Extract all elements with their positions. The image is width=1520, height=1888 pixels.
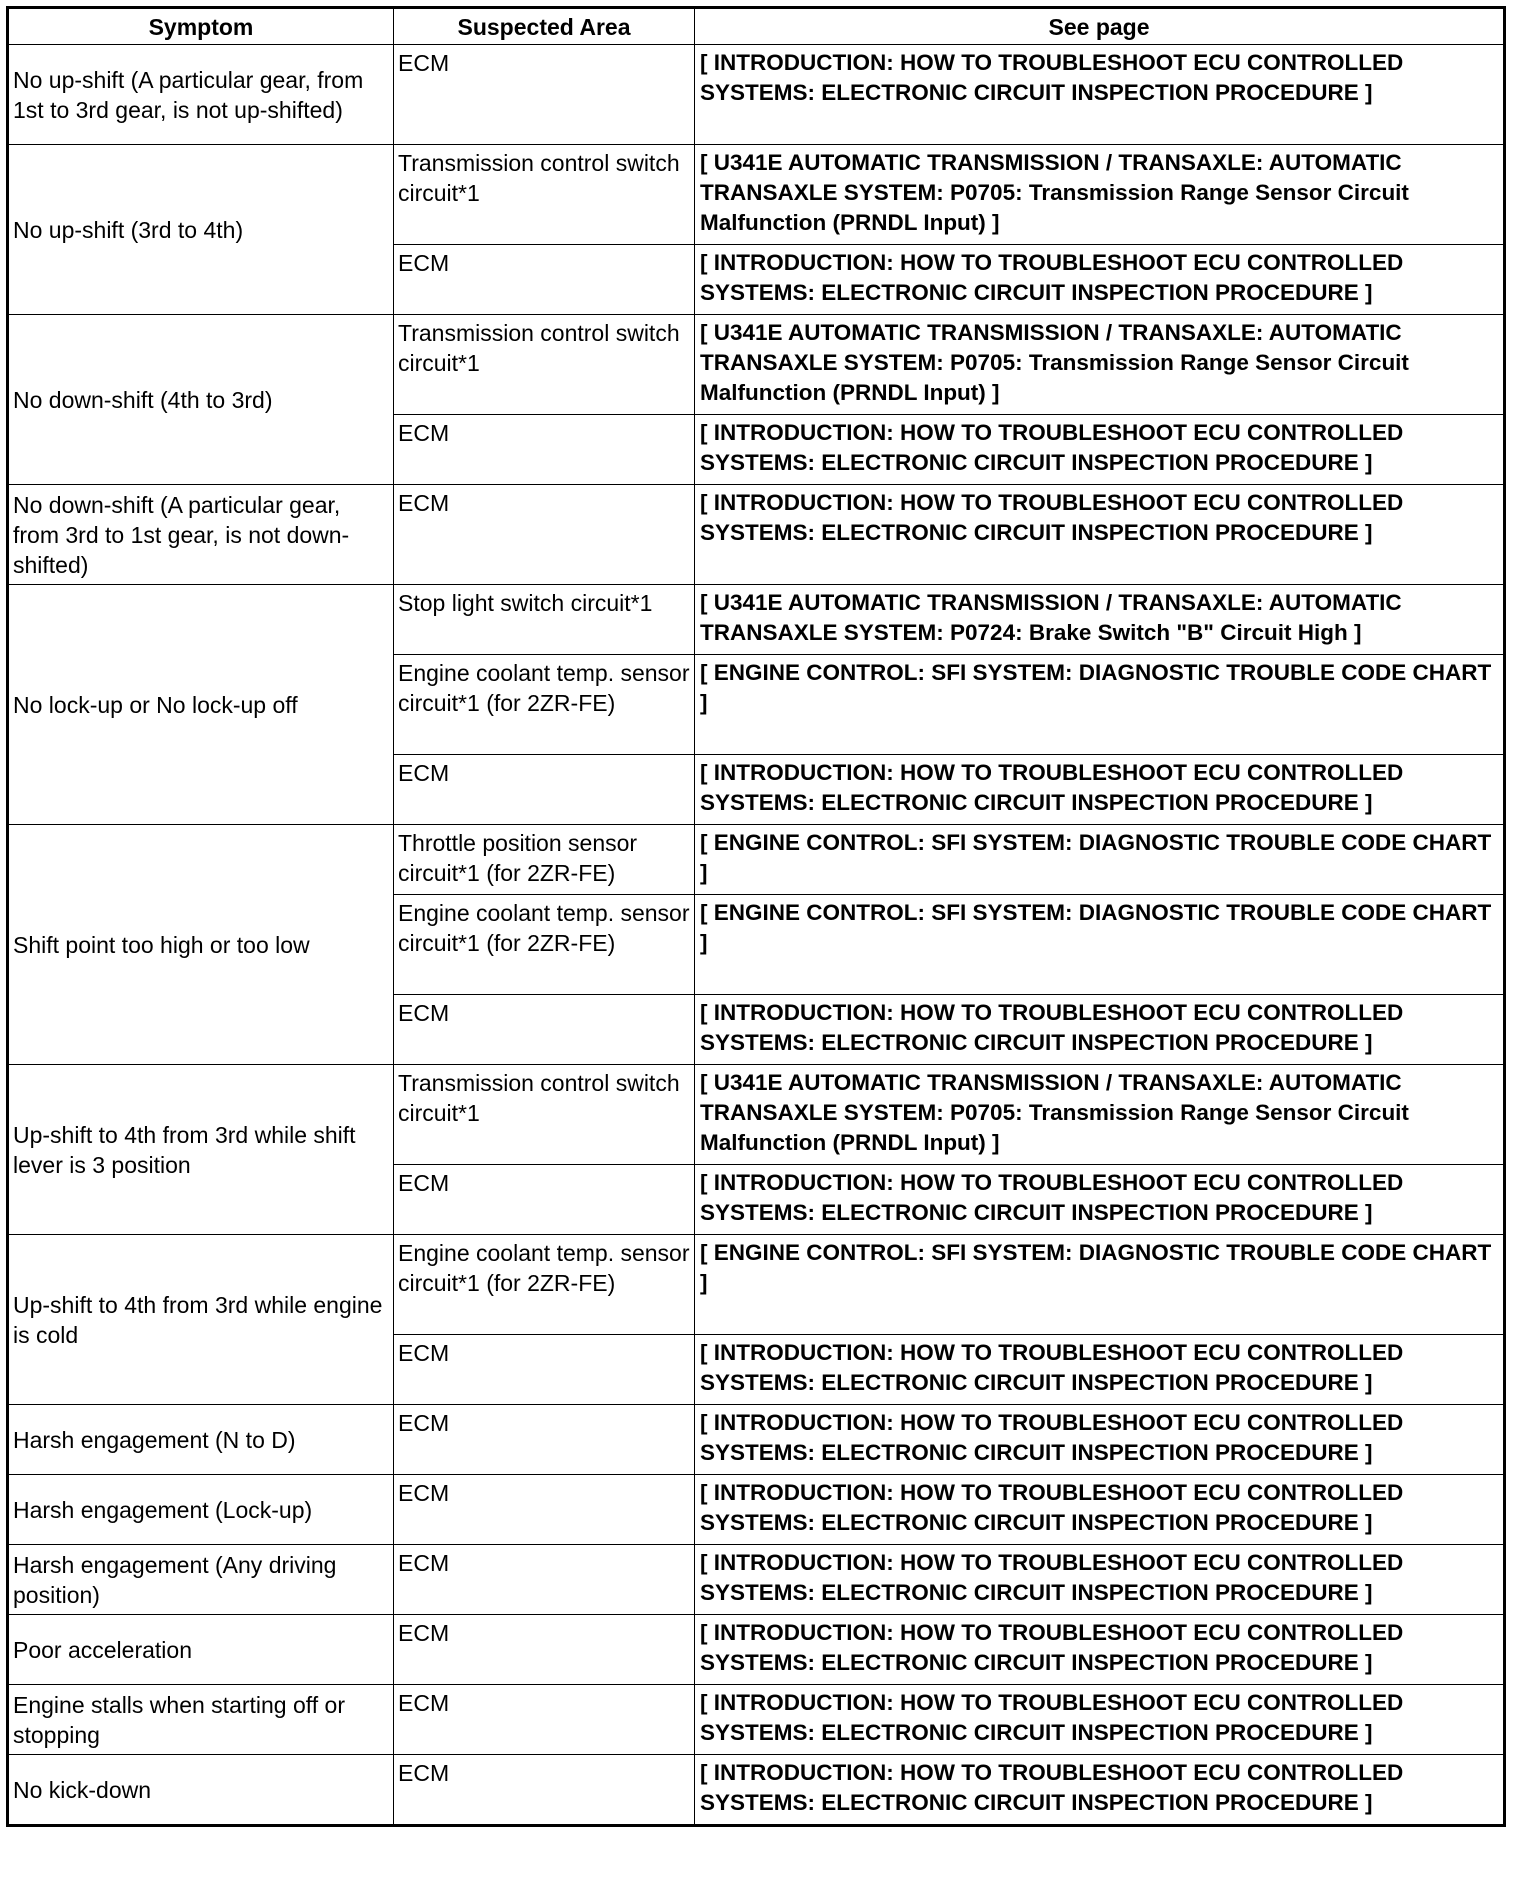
table-row [8,825,1505,895]
see-page-reference[interactable]: [ INTRODUCTION: HOW TO TROUBLESHOOT ECU CONTROLLED SYSTEMS: ELECTRONIC CIRCUIT INSPECTION PROCEDURE ] [695,415,1505,485]
see-page-reference[interactable]: [ INTRODUCTION: HOW TO TROUBLESHOOT ECU CONTROLLED SYSTEMS: ELECTRONIC CIRCUIT INSPECTION PROCEDURE ] [695,1755,1505,1826]
table-row [8,1755,1505,1826]
symptom-cell: Harsh engagement (Any driving position) [8,1545,394,1615]
symptom-table [6,6,1506,1827]
suspected-area-cell: ECM [394,995,695,1065]
symptom-cell: Shift point too high or too low [8,825,394,1065]
suspected-area-cell: ECM [394,1475,695,1545]
suspected-area-cell: ECM [394,1405,695,1475]
suspected-area-cell: ECM [394,755,695,825]
see-page-reference[interactable]: [ INTRODUCTION: HOW TO TROUBLESHOOT ECU CONTROLLED SYSTEMS: ELECTRONIC CIRCUIT INSPECTION PROCEDURE ] [695,1475,1505,1545]
symptom-cell: No down-shift (A particular gear, from 3rd to 1st gear, is not down-shifted) [8,485,394,585]
symptom-cell: No down-shift (4th to 3rd) [8,315,394,485]
table-row [8,1545,1505,1615]
see-page-reference[interactable]: [ INTRODUCTION: HOW TO TROUBLESHOOT ECU CONTROLLED SYSTEMS: ELECTRONIC CIRCUIT INSPECTION PROCEDURE ] [695,45,1505,145]
see-page-reference[interactable]: [ INTRODUCTION: HOW TO TROUBLESHOOT ECU CONTROLLED SYSTEMS: ELECTRONIC CIRCUIT INSPECTION PROCEDURE ] [695,755,1505,825]
troubleshooting-table-page [6,6,1503,1827]
symptom-cell: Poor acceleration [8,1615,394,1685]
suspected-area-cell: Throttle position sensor circuit*1 (for 2ZR-FE) [394,825,695,895]
symptom-cell: No kick-down [8,1755,394,1826]
suspected-area-cell: ECM [394,1335,695,1405]
suspected-area-cell: ECM [394,1615,695,1685]
suspected-area-cell: Transmission control switch circuit*1 [394,145,695,245]
see-page-reference[interactable]: [ ENGINE CONTROL: SFI SYSTEM: DIAGNOSTIC TROUBLE CODE CHART ] [695,1235,1505,1335]
table-row [8,1235,1505,1335]
header-suspected-area: Suspected Area [394,8,695,45]
symptom-cell: Up-shift to 4th from 3rd while shift lever is 3 position [8,1065,394,1235]
symptom-cell: No up-shift (3rd to 4th) [8,145,394,315]
table-row [8,1475,1505,1545]
see-page-reference[interactable]: [ INTRODUCTION: HOW TO TROUBLESHOOT ECU CONTROLLED SYSTEMS: ELECTRONIC CIRCUIT INSPECTION PROCEDURE ] [695,1165,1505,1235]
see-page-reference[interactable]: [ INTRODUCTION: HOW TO TROUBLESHOOT ECU CONTROLLED SYSTEMS: ELECTRONIC CIRCUIT INSPECTION PROCEDURE ] [695,245,1505,315]
suspected-area-cell: ECM [394,45,695,145]
table-row [8,585,1505,655]
table-row [8,45,1505,145]
suspected-area-cell: ECM [394,1755,695,1826]
suspected-area-cell: ECM [394,1545,695,1615]
suspected-area-cell: ECM [394,1685,695,1755]
suspected-area-cell: ECM [394,245,695,315]
header-row [8,8,1505,45]
see-page-reference[interactable]: [ INTRODUCTION: HOW TO TROUBLESHOOT ECU CONTROLLED SYSTEMS: ELECTRONIC CIRCUIT INSPECTION PROCEDURE ] [695,1405,1505,1475]
symptom-cell: No lock-up or No lock-up off [8,585,394,825]
suspected-area-cell: Stop light switch circuit*1 [394,585,695,655]
table-row [8,1065,1505,1165]
suspected-area-cell: ECM [394,485,695,585]
table-body [8,45,1505,1826]
see-page-reference[interactable]: [ ENGINE CONTROL: SFI SYSTEM: DIAGNOSTIC TROUBLE CODE CHART ] [695,825,1505,895]
suspected-area-cell: Engine coolant temp. sensor circuit*1 (for 2ZR-FE) [394,895,695,995]
table-row [8,485,1505,585]
see-page-reference[interactable]: [ INTRODUCTION: HOW TO TROUBLESHOOT ECU CONTROLLED SYSTEMS: ELECTRONIC CIRCUIT INSPECTION PROCEDURE ] [695,995,1505,1065]
suspected-area-cell: Engine coolant temp. sensor circuit*1 (for 2ZR-FE) [394,655,695,755]
see-page-reference[interactable]: [ INTRODUCTION: HOW TO TROUBLESHOOT ECU CONTROLLED SYSTEMS: ELECTRONIC CIRCUIT INSPECTION PROCEDURE ] [695,485,1505,585]
suspected-area-cell: Engine coolant temp. sensor circuit*1 (for 2ZR-FE) [394,1235,695,1335]
see-page-reference[interactable]: [ INTRODUCTION: HOW TO TROUBLESHOOT ECU CONTROLLED SYSTEMS: ELECTRONIC CIRCUIT INSPECTION PROCEDURE ] [695,1685,1505,1755]
see-page-reference[interactable]: [ ENGINE CONTROL: SFI SYSTEM: DIAGNOSTIC TROUBLE CODE CHART ] [695,895,1505,995]
symptom-cell: No up-shift (A particular gear, from 1st to 3rd gear, is not up-shifted) [8,45,394,145]
see-page-reference[interactable]: [ INTRODUCTION: HOW TO TROUBLESHOOT ECU CONTROLLED SYSTEMS: ELECTRONIC CIRCUIT INSPECTION PROCEDURE ] [695,1335,1505,1405]
table-row [8,1405,1505,1475]
see-page-reference[interactable]: [ U341E AUTOMATIC TRANSMISSION / TRANSAXLE: AUTOMATIC TRANSAXLE SYSTEM: P0705: Transmission Range Sensor Circuit Malfunction (PRNDL Input) ] [695,145,1505,245]
suspected-area-cell: Transmission control switch circuit*1 [394,315,695,415]
table-row [8,1685,1505,1755]
suspected-area-cell: ECM [394,415,695,485]
table-row [8,315,1505,415]
see-page-reference[interactable]: [ U341E AUTOMATIC TRANSMISSION / TRANSAXLE: AUTOMATIC TRANSAXLE SYSTEM: P0705: Transmission Range Sensor Circuit Malfunction (PRNDL Input) ] [695,1065,1505,1165]
header-symptom: Symptom [8,8,394,45]
table-row [8,1615,1505,1685]
symptom-cell: Harsh engagement (Lock-up) [8,1475,394,1545]
see-page-reference[interactable]: [ INTRODUCTION: HOW TO TROUBLESHOOT ECU CONTROLLED SYSTEMS: ELECTRONIC CIRCUIT INSPECTION PROCEDURE ] [695,1615,1505,1685]
suspected-area-cell: Transmission control switch circuit*1 [394,1065,695,1165]
header-see-page: See page [695,8,1505,45]
symptom-cell: Harsh engagement (N to D) [8,1405,394,1475]
table-row [8,145,1505,245]
see-page-reference[interactable]: [ U341E AUTOMATIC TRANSMISSION / TRANSAXLE: AUTOMATIC TRANSAXLE SYSTEM: P0724: Brake Switch "B" Circuit High ] [695,585,1505,655]
see-page-reference[interactable]: [ ENGINE CONTROL: SFI SYSTEM: DIAGNOSTIC TROUBLE CODE CHART ] [695,655,1505,755]
symptom-cell: Engine stalls when starting off or stopping [8,1685,394,1755]
suspected-area-cell: ECM [394,1165,695,1235]
see-page-reference[interactable]: [ INTRODUCTION: HOW TO TROUBLESHOOT ECU CONTROLLED SYSTEMS: ELECTRONIC CIRCUIT INSPECTION PROCEDURE ] [695,1545,1505,1615]
symptom-cell: Up-shift to 4th from 3rd while engine is cold [8,1235,394,1405]
see-page-reference[interactable]: [ U341E AUTOMATIC TRANSMISSION / TRANSAXLE: AUTOMATIC TRANSAXLE SYSTEM: P0705: Transmission Range Sensor Circuit Malfunction (PRNDL Input) ] [695,315,1505,415]
